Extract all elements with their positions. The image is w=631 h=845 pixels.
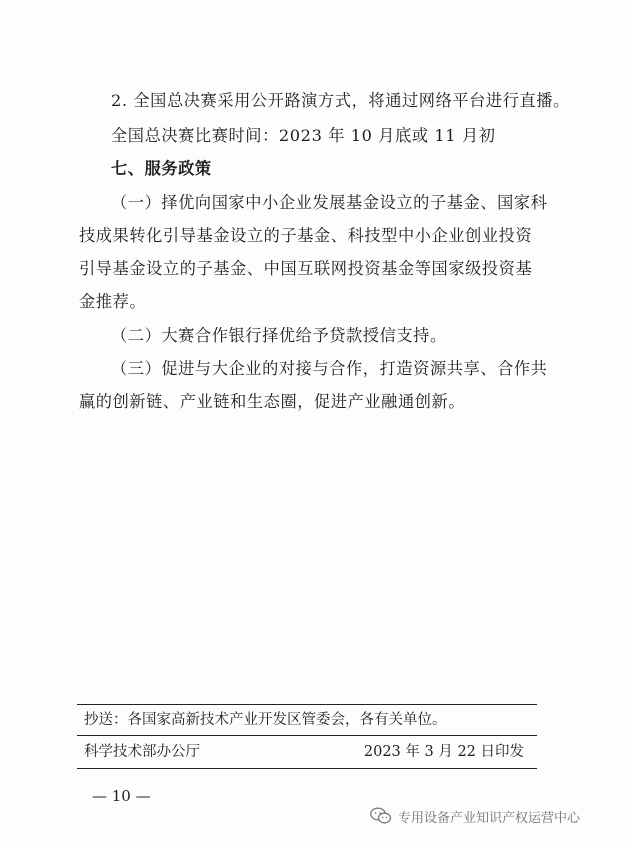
body-line-2: 全国总决赛比赛时间：2023 年 10 月底或 11 月初	[111, 126, 496, 145]
footer-top-rule	[77, 704, 537, 705]
body-line-1: 2. 全国总决赛采用公开路演方式，将通过网络平台进行直播。	[111, 91, 570, 110]
body-line-7: 金推荐。	[79, 292, 147, 311]
body-line-10: 赢的创新链、产业链和生态圈，促进产业融通创新。	[79, 392, 466, 411]
body-line-4: （一）择优向国家中小企业发展基金设立的子基金、国家科	[111, 193, 548, 212]
footer-bottom-rule	[77, 768, 537, 769]
page-number: — 10 —	[92, 787, 151, 805]
section-heading: 七、服务政策	[111, 159, 212, 178]
wechat-icon	[370, 807, 392, 825]
body-line-8: （二）大赛合作银行择优给予贷款授信支持。	[111, 326, 447, 345]
body-line-9: （三）促进与大企业的对接与合作，打造资源共享、合作共	[111, 359, 548, 378]
issuer-name: 科学技术部办公厅	[84, 744, 200, 760]
footer-middle-rule	[77, 735, 537, 736]
body-line-5: 技成果转化引导基金设立的子基金、科技型中小企业创业投资	[79, 226, 533, 245]
issue-date: 2023 年 3 月 22 日印发	[363, 744, 524, 760]
cc-text: 抄送：各国家高新技术产业开发区管委会，各有关单位。	[84, 712, 447, 728]
body-line-6: 引导基金设立的子基金、中国互联网投资基金等国家级投资基	[79, 259, 533, 278]
watermark-text: 专用设备产业知识产权运营中心	[398, 810, 581, 826]
watermark	[370, 806, 580, 826]
